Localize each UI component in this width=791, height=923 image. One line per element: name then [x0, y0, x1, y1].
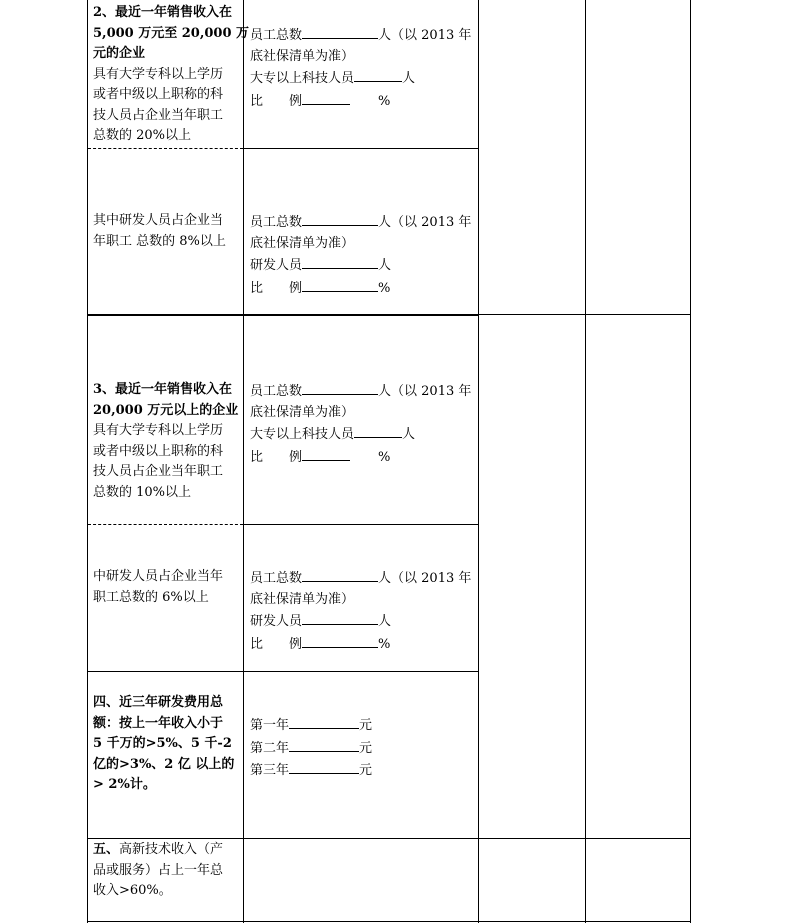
ratio-label: 比 例: [250, 449, 303, 465]
year-3-unit: 元: [359, 763, 373, 778]
criterion-3-body-line: 技人员占企业当年职工: [93, 464, 224, 479]
criterion-5-cell: [93, 840, 223, 902]
ratio-field[interactable]: [302, 446, 350, 461]
staff-total-field[interactable]: [302, 567, 378, 582]
criterion-3-rd-line: 中研发人员占企业当年: [93, 569, 224, 584]
criterion-3-title-line: 20,000 万元以上的企业: [93, 402, 239, 418]
tech-staff-suffix: 人: [402, 427, 416, 442]
criterion-4-line: > 2%计。: [93, 777, 156, 792]
criterion-5-lead: 五、: [93, 842, 120, 857]
criterion-3-body-line: 或者中级以上职称的科: [93, 443, 224, 459]
year-3-label: 第三年: [250, 763, 290, 778]
row-divider: [243, 148, 478, 149]
staff-total-label: 员工总数: [250, 28, 303, 43]
tech-staff-label: 大专以上科技人员: [250, 427, 355, 442]
staff-basis-note: 底社保清单为准）: [250, 48, 355, 64]
ratio-suffix: %: [378, 636, 391, 652]
staff-total-suffix: 人（以 2013 年: [378, 215, 472, 230]
ratio-field[interactable]: [302, 633, 378, 648]
input-4-cell: [250, 714, 372, 782]
criterion-4-line: 额：按上一年收入小于: [93, 715, 224, 731]
row-divider: [243, 524, 478, 525]
staff-total-field[interactable]: [302, 211, 378, 226]
ratio-label: 比 例: [250, 93, 303, 109]
ratio-suffix: %: [378, 449, 391, 465]
rd-staff-field[interactable]: [302, 254, 378, 269]
ratio-label: 比 例: [250, 636, 303, 652]
criterion-2-body-line: 总数的 20%以上: [93, 128, 192, 143]
criterion-3-rd-cell: [93, 567, 223, 608]
ratio-field[interactable]: [302, 90, 350, 105]
criterion-4-cell: [93, 693, 234, 796]
input-2-rd-cell: [250, 211, 471, 299]
column-divider-3: [585, 0, 586, 923]
year-2-label: 第二年: [250, 740, 290, 756]
criterion-5-line: 高新技术收入（产: [119, 842, 224, 857]
row-divider: [87, 671, 478, 672]
table-border-bottom: [87, 921, 690, 922]
staff-total-field[interactable]: [302, 24, 378, 39]
staff-total-suffix: 人（以 2013 年: [378, 571, 472, 586]
criterion-2-rd-line: 其中研发人员占企业当: [93, 213, 224, 228]
staff-total-suffix: 人（以 2013 年: [378, 28, 472, 43]
criterion-3-body-line: 具有大学专科以上学历: [93, 423, 224, 438]
rd-staff-label: 研发人员: [250, 258, 303, 273]
rd-staff-suffix: 人: [378, 258, 392, 273]
year-2-unit: 元: [359, 740, 373, 756]
staff-basis-note: 底社保清单为准）: [250, 404, 355, 420]
criterion-2-rd-cell: [93, 211, 226, 252]
criterion-2-body-line: 或者中级以上职称的科: [93, 87, 224, 102]
tech-staff-field[interactable]: [354, 67, 402, 82]
rd-staff-field[interactable]: [302, 610, 378, 625]
input-3-cell: [250, 380, 471, 468]
criterion-2-title-line: 5,000 万元至 20,000 万: [93, 25, 250, 41]
row-divider-dashed: [88, 148, 243, 149]
staff-total-field[interactable]: [302, 380, 378, 395]
staff-total-label: 员工总数: [250, 571, 303, 586]
staff-total-label: 员工总数: [250, 384, 303, 399]
criterion-2-rd-line: 年职工 总数的 8%以上: [93, 233, 226, 249]
criterion-3-body-line: 总数的 10%以上: [93, 484, 192, 500]
criterion-3-cell: [93, 380, 238, 503]
column-divider-2: [478, 0, 479, 923]
staff-basis-note: 底社保清单为准）: [250, 591, 355, 607]
staff-total-suffix: 人（以 2013 年: [378, 384, 472, 399]
table-border-left: [87, 0, 88, 923]
rd-staff-label: 研发人员: [250, 614, 303, 629]
table-border-right: [690, 0, 691, 923]
criterion-5-line: 收入>60%。: [93, 883, 172, 898]
criterion-2-body-line: 具有大学专科以上学历: [93, 66, 224, 82]
ratio-suffix: %: [378, 93, 391, 109]
input-2-cell: [250, 24, 471, 112]
criterion-3-title-line: 3、最近一年销售收入在: [93, 382, 233, 397]
row-divider: [87, 838, 690, 839]
staff-total-label: 员工总数: [250, 215, 303, 230]
ratio-field[interactable]: [302, 277, 378, 292]
year-1-label: 第一年: [250, 718, 290, 733]
tech-staff-field[interactable]: [354, 423, 402, 438]
criterion-4-line: 亿的>3%、2 亿 以上的: [93, 756, 235, 772]
criterion-2-cell: [93, 3, 249, 147]
row-divider: [478, 314, 690, 315]
tech-staff-label: 大专以上科技人员: [250, 71, 355, 86]
year-1-unit: 元: [359, 718, 373, 733]
criterion-3-rd-line: 职工总数的 6%以上: [93, 589, 209, 605]
criterion-4-line: 四、近三年研发费用总: [93, 695, 224, 710]
criterion-4-line: 5 千万的>5%、5 千-2: [93, 736, 232, 751]
criterion-2-body-line: 技人员占企业当年职工: [93, 107, 224, 123]
tech-staff-suffix: 人: [402, 71, 416, 86]
criterion-5-line: 品或服务）占上一年总: [93, 862, 224, 878]
criterion-2-title-line: 元的企业: [93, 46, 146, 61]
input-3-rd-cell: [250, 567, 471, 655]
criterion-2-title-line: 2、最近一年销售收入在: [93, 5, 233, 20]
year-3-field[interactable]: [289, 759, 359, 774]
ratio-label: 比 例: [250, 280, 303, 296]
year-1-field[interactable]: [289, 714, 359, 729]
staff-basis-note: 底社保清单为准）: [250, 235, 355, 251]
year-2-field[interactable]: [289, 737, 359, 752]
ratio-suffix: %: [378, 280, 391, 296]
row-divider-thick: [87, 314, 478, 316]
rd-staff-suffix: 人: [378, 614, 392, 629]
row-divider-dashed: [88, 524, 243, 525]
